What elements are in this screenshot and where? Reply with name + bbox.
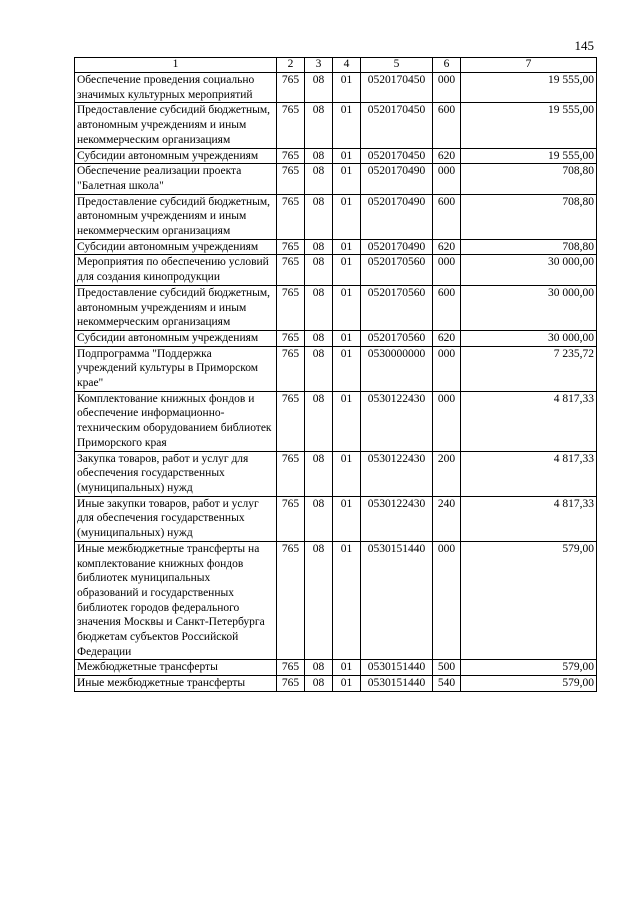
section-code-cell: 08 — [305, 164, 333, 194]
subsection-code-cell: 01 — [333, 496, 361, 541]
target-article-code-cell: 0520170450 — [361, 148, 433, 164]
expense-type-code-cell: 540 — [433, 676, 461, 692]
column-header: 1 — [75, 58, 277, 73]
subsection-code-cell: 01 — [333, 148, 361, 164]
column-header: 3 — [305, 58, 333, 73]
expense-type-code-cell: 000 — [433, 541, 461, 660]
section-code-cell: 08 — [305, 255, 333, 285]
column-header: 5 — [361, 58, 433, 73]
item-name-cell: Субсидии автономным учреждениям — [75, 239, 277, 255]
amount-cell: 708,80 — [461, 164, 597, 194]
table-row — [75, 660, 597, 676]
table-row — [75, 239, 597, 255]
target-article-code-cell: 0520170560 — [361, 330, 433, 346]
column-header: 6 — [433, 58, 461, 73]
table-row — [75, 330, 597, 346]
expense-type-code-cell: 000 — [433, 346, 461, 391]
table-row — [75, 73, 597, 103]
amount-cell: 579,00 — [461, 541, 597, 660]
expense-type-code-cell: 000 — [433, 391, 461, 451]
table-row — [75, 194, 597, 239]
item-name-cell: Подпрограмма "Поддержка учреждений культуры в Приморском крае" — [75, 346, 277, 391]
amount-cell: 19 555,00 — [461, 73, 597, 103]
budget-table — [74, 57, 597, 692]
item-name-cell: Предоставление субсидий бюджетным, автономным учреждениям и иным некоммерческим организациям — [75, 103, 277, 148]
item-name-cell: Межбюджетные трансферты — [75, 660, 277, 676]
subsection-code-cell: 01 — [333, 346, 361, 391]
item-name-cell: Предоставление субсидий бюджетным, автономным учреждениям и иным некоммерческим организациям — [75, 285, 277, 330]
subsection-code-cell: 01 — [333, 239, 361, 255]
section-code-cell: 08 — [305, 660, 333, 676]
amount-cell: 579,00 — [461, 660, 597, 676]
section-code-cell: 08 — [305, 541, 333, 660]
amount-cell: 19 555,00 — [461, 148, 597, 164]
item-name-cell: Субсидии автономным учреждениям — [75, 330, 277, 346]
expense-type-code-cell: 600 — [433, 285, 461, 330]
subsection-code-cell: 01 — [333, 103, 361, 148]
table-row — [75, 541, 597, 660]
ministry-code-cell: 765 — [277, 676, 305, 692]
subsection-code-cell: 01 — [333, 541, 361, 660]
amount-cell: 708,80 — [461, 239, 597, 255]
table-row — [75, 255, 597, 285]
ministry-code-cell: 765 — [277, 660, 305, 676]
subsection-code-cell: 01 — [333, 676, 361, 692]
target-article-code-cell: 0520170560 — [361, 285, 433, 330]
section-code-cell: 08 — [305, 73, 333, 103]
expense-type-code-cell: 000 — [433, 73, 461, 103]
section-code-cell: 08 — [305, 285, 333, 330]
column-header: 4 — [333, 58, 361, 73]
ministry-code-cell: 765 — [277, 194, 305, 239]
section-code-cell: 08 — [305, 148, 333, 164]
subsection-code-cell: 01 — [333, 194, 361, 239]
amount-cell: 30 000,00 — [461, 285, 597, 330]
ministry-code-cell: 765 — [277, 451, 305, 496]
item-name-cell: Обеспечение проведения социально значимых культурных мероприятий — [75, 73, 277, 103]
item-name-cell: Закупка товаров, работ и услуг для обеспечения государственных (муниципальных) нужд — [75, 451, 277, 496]
expense-type-code-cell: 000 — [433, 255, 461, 285]
amount-cell: 4 817,33 — [461, 496, 597, 541]
subsection-code-cell: 01 — [333, 164, 361, 194]
amount-cell: 4 817,33 — [461, 451, 597, 496]
ministry-code-cell: 765 — [277, 285, 305, 330]
ministry-code-cell: 765 — [277, 239, 305, 255]
target-article-code-cell: 0520170560 — [361, 255, 433, 285]
item-name-cell: Субсидии автономным учреждениям — [75, 148, 277, 164]
target-article-code-cell: 0520170490 — [361, 164, 433, 194]
expense-type-code-cell: 200 — [433, 451, 461, 496]
subsection-code-cell: 01 — [333, 255, 361, 285]
ministry-code-cell: 765 — [277, 346, 305, 391]
target-article-code-cell: 0530122430 — [361, 496, 433, 541]
ministry-code-cell: 765 — [277, 73, 305, 103]
ministry-code-cell: 765 — [277, 148, 305, 164]
section-code-cell: 08 — [305, 194, 333, 239]
section-code-cell: 08 — [305, 391, 333, 451]
subsection-code-cell: 01 — [333, 285, 361, 330]
target-article-code-cell: 0530151440 — [361, 676, 433, 692]
section-code-cell: 08 — [305, 330, 333, 346]
amount-cell: 30 000,00 — [461, 255, 597, 285]
table-row — [75, 103, 597, 148]
target-article-code-cell: 0530122430 — [361, 391, 433, 451]
target-article-code-cell: 0530122430 — [361, 451, 433, 496]
section-code-cell: 08 — [305, 676, 333, 692]
amount-cell: 19 555,00 — [461, 103, 597, 148]
expense-type-code-cell: 240 — [433, 496, 461, 541]
target-article-code-cell: 0520170450 — [361, 103, 433, 148]
ministry-code-cell: 765 — [277, 103, 305, 148]
item-name-cell: Иные межбюджетные трансферты на комплектование книжных фондов библиотек муниципальных образований и государственных библиотек городов федерального значения Москвы и Санкт-Петербурга бюджетам субъектов Российской Федерации — [75, 541, 277, 660]
target-article-code-cell: 0530151440 — [361, 541, 433, 660]
table-row — [75, 451, 597, 496]
section-code-cell: 08 — [305, 346, 333, 391]
amount-cell: 579,00 — [461, 676, 597, 692]
column-header: 7 — [461, 58, 597, 73]
expense-type-code-cell: 620 — [433, 239, 461, 255]
table-row — [75, 148, 597, 164]
ministry-code-cell: 765 — [277, 391, 305, 451]
subsection-code-cell: 01 — [333, 451, 361, 496]
target-article-code-cell: 0520170490 — [361, 239, 433, 255]
ministry-code-cell: 765 — [277, 164, 305, 194]
column-header: 2 — [277, 58, 305, 73]
table-row — [75, 391, 597, 451]
target-article-code-cell: 0520170450 — [361, 73, 433, 103]
item-name-cell: Иные межбюджетные трансферты — [75, 676, 277, 692]
section-code-cell: 08 — [305, 496, 333, 541]
section-code-cell: 08 — [305, 451, 333, 496]
target-article-code-cell: 0530151440 — [361, 660, 433, 676]
amount-cell: 30 000,00 — [461, 330, 597, 346]
table-row — [75, 164, 597, 194]
item-name-cell: Мероприятия по обеспечению условий для создания кинопродукции — [75, 255, 277, 285]
ministry-code-cell: 765 — [277, 496, 305, 541]
header-row — [75, 58, 597, 73]
subsection-code-cell: 01 — [333, 73, 361, 103]
table-row — [75, 676, 597, 692]
expense-type-code-cell: 000 — [433, 164, 461, 194]
ministry-code-cell: 765 — [277, 541, 305, 660]
amount-cell: 708,80 — [461, 194, 597, 239]
target-article-code-cell: 0520170490 — [361, 194, 433, 239]
table-row — [75, 496, 597, 541]
expense-type-code-cell: 600 — [433, 103, 461, 148]
item-name-cell: Предоставление субсидий бюджетным, автономным учреждениям и иным некоммерческим организациям — [75, 194, 277, 239]
expense-type-code-cell: 620 — [433, 330, 461, 346]
table-row — [75, 285, 597, 330]
expense-type-code-cell: 600 — [433, 194, 461, 239]
subsection-code-cell: 01 — [333, 660, 361, 676]
subsection-code-cell: 01 — [333, 330, 361, 346]
section-code-cell: 08 — [305, 103, 333, 148]
section-code-cell: 08 — [305, 239, 333, 255]
amount-cell: 4 817,33 — [461, 391, 597, 451]
expense-type-code-cell: 620 — [433, 148, 461, 164]
amount-cell: 7 235,72 — [461, 346, 597, 391]
ministry-code-cell: 765 — [277, 255, 305, 285]
subsection-code-cell: 01 — [333, 391, 361, 451]
ministry-code-cell: 765 — [277, 330, 305, 346]
page-number: 145 — [574, 38, 594, 53]
expense-type-code-cell: 500 — [433, 660, 461, 676]
table-body — [75, 73, 597, 692]
table-row — [75, 346, 597, 391]
item-name-cell: Иные закупки товаров, работ и услуг для обеспечения государственных (муниципальных) нужд — [75, 496, 277, 541]
item-name-cell: Обеспечение реализации проекта "Балетная школа" — [75, 164, 277, 194]
item-name-cell: Комплектование книжных фондов и обеспечение информационно-техническим оборудованием библиотек Приморского края — [75, 391, 277, 451]
target-article-code-cell: 0530000000 — [361, 346, 433, 391]
